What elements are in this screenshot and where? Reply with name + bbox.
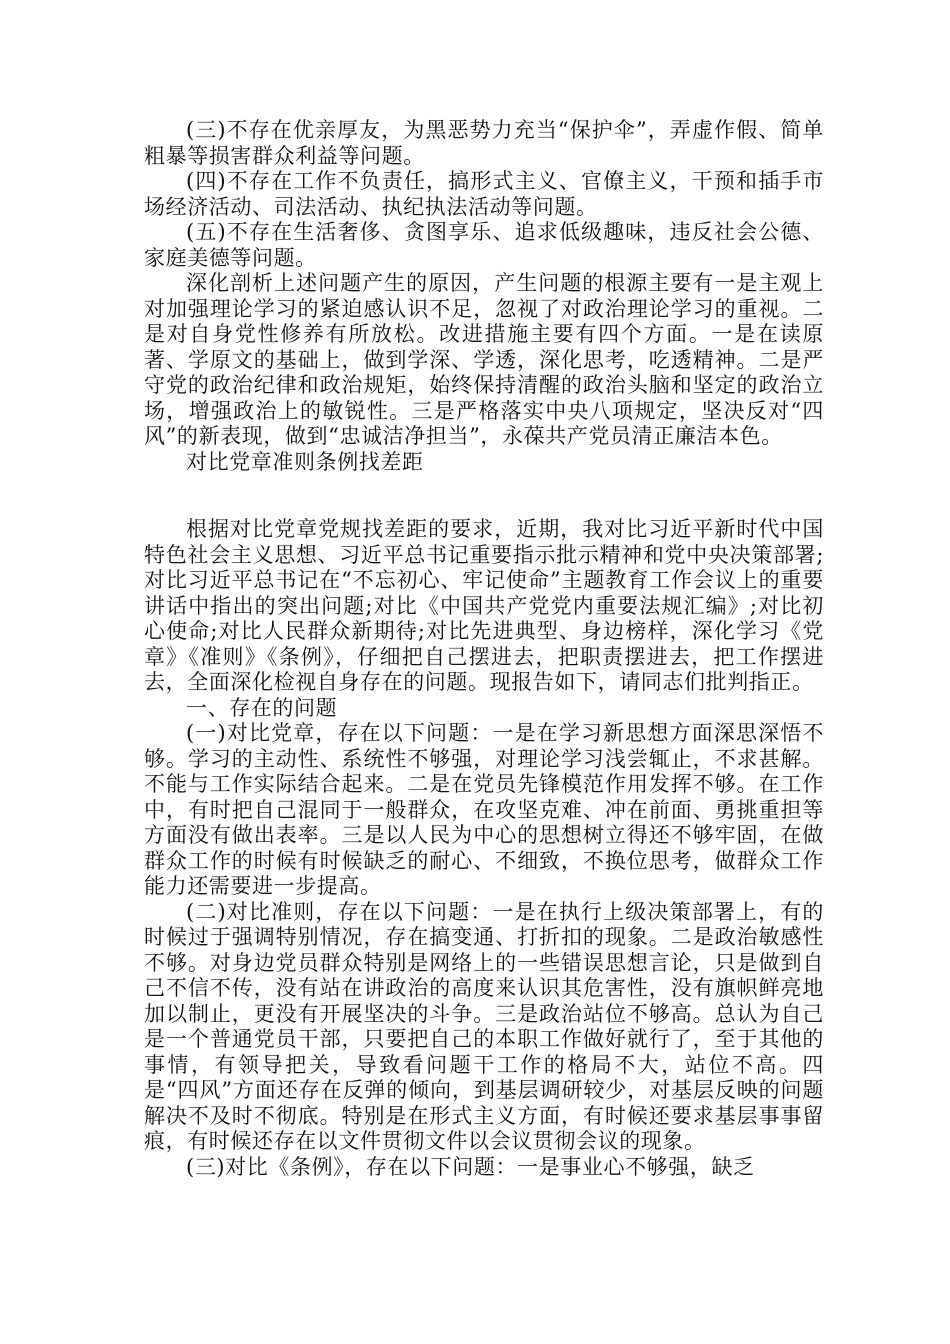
- paragraph-item-4: (四)不存在工作不负责任，搞形式主义、官僚主义，干预和插手市场经济活动、司法活动、执纪执法活动等问题。: [144, 169, 824, 219]
- paragraph-party-constitution: (一)对比党章，存在以下问题：一是在学习新思想方面深思深悟不够。学习的主动性、系统性不够强，对理论学习浅尝辄止，不求甚解。不能与工作实际结合起来。二是在党员先锋模范作用发挥不够。在工作中，有时把自己混同于一般群众，在攻坚克难、冲在前面、勇挑重担等方面没有做出表率。三是以人民为中心的思想树立得还不够牢固，在做群众工作的时候有时候缺乏的耐心、不细致，不换位思考，做群众工作能力还需要进一步提高。: [144, 721, 824, 898]
- document-page: [144, 118, 824, 1180]
- paragraph-item-3: (三)不存在优亲厚友，为黑恶势力充当“保护伞”，弄虚作假、简单粗暴等损害群众利益等问题。: [144, 118, 824, 168]
- blank-line: [144, 475, 824, 517]
- paragraph-item-5: (五)不存在生活奢侈、贪图享乐、追求低级趣味，违反社会公德、家庭美德等问题。: [144, 220, 824, 270]
- paragraph-guidelines: (二)对比准则，存在以下问题：一是在执行上级决策部署上，有的时候过于强调特别情况，存在搞变通、打折扣的现象。二是政治敏感性不够。对身边党员群众特别是网络上的一些错误思想言论，只是做到自己不信不传，没有站在讲政治的高度来认识其危害性，没有旗帜鲜亮地加以制止，更没有开展坚决的斗争。三是政治站位不够高。总认为自己是一个普通党员干部，只要把自己的本职工作做好就行了，至于其他的事情，有领导把关，导致看问题干工作的格局不大，站位不高。四是“四风”方面还存在反弹的倾向，到基层调研较少，对基层反映的问题解决不及时不彻底。特别是在形式主义方面，有时候还要求基层事事留痕，有时候还存在以文件贯彻文件以会议贯彻会议的现象。: [144, 899, 824, 1153]
- paragraph-intro: 根据对比党章党规找差距的要求，近期，我对比习近平新时代中国特色社会主义思想、习近平总书记重要指示批示精神和党中央决策部署;对比习近平总书记在“不忘初心、牢记使命”主题教育工作会议上的重要讲话中指出的突出问题;对比《中国共产党党内重要法规汇编》;对比初心使命;对比人民群众新期待;对比先进典型、身边榜样，深化学习《党章》《准则》《条例》，仔细把自己摆进去，把职责摆进去，把工作摆进去，全面深化检视自身存在的问题。现报告如下，请同志们批判指正。: [144, 517, 824, 694]
- paragraph-regulations: (三)对比《条例》，存在以下问题：一是事业心不够强，缺乏: [186, 1154, 755, 1179]
- document-title: 对比党章准则条例找差距: [186, 449, 424, 474]
- paragraph-cause-analysis: 深化剖析上述问题产生的原因，产生问题的根源主要有一是主观上对加强理论学习的紧迫感认识不足，忽视了对政治理论学习的重视。二是对自身党性修养有所放松。改进措施主要有四个方面。一是在读原著、学原文的基础上，做到学深、学透，深化思考，吃透精神。二是严守党的政治纪律和政治规矩，始终保持清醒的政治头脑和坚定的政治立场，增强政治上的敏锐性。三是严格落实中央八项规定，坚决反对“四风”的新表现，做到“忠诚洁净担当”，永葆共产党员清正廉洁本色。: [144, 271, 824, 448]
- section-heading: 一、存在的问题: [186, 695, 338, 720]
